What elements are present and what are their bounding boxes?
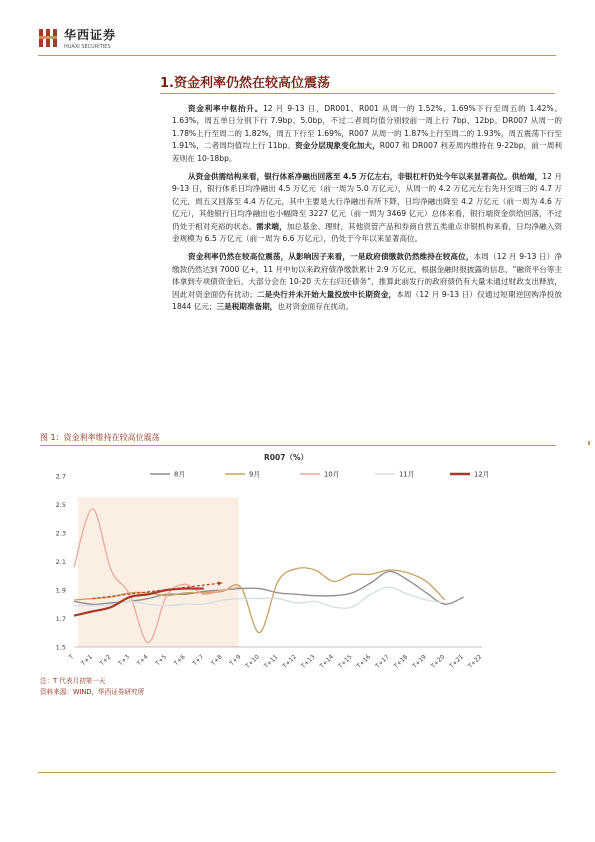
company-logo xyxy=(38,26,116,50)
x-tick-label: T+19 xyxy=(411,653,428,670)
bold-run: 三是税期准备期， xyxy=(216,302,278,312)
y-tick-label: 2.5 xyxy=(55,501,66,509)
x-tick-label: T+12 xyxy=(281,653,298,670)
x-tick-label: T+3 xyxy=(117,653,132,668)
x-tick-label: T xyxy=(67,653,76,662)
x-tick-label: T+18 xyxy=(392,653,410,670)
x-tick-label: T+22 xyxy=(466,653,484,670)
footer-divider xyxy=(38,772,556,773)
logo-mark-icon xyxy=(38,27,58,49)
highlight-region xyxy=(78,497,239,647)
bold-run: 从资金供需结构来看，银行体系净融出回落至 4.5 万亿左右，非银杠杆仍处今年以来显著高位。 xyxy=(188,172,512,182)
section-title: 1.资金利率仍然在较高位震荡 xyxy=(160,76,330,91)
section-title-underline xyxy=(160,93,555,94)
legend-label: 8月 xyxy=(174,470,186,479)
paragraph xyxy=(172,251,562,313)
x-tick-label: T+21 xyxy=(448,653,465,670)
x-tick-label: T+2 xyxy=(98,653,113,668)
r007-line-chart xyxy=(40,450,556,672)
legend-label: 9月 xyxy=(249,470,261,479)
bold-run: 资金分层现象变化加大， xyxy=(295,141,380,151)
x-tick-label: T+16 xyxy=(355,653,373,670)
paragraph xyxy=(172,171,562,245)
x-tick-label: T+8 xyxy=(209,653,224,668)
x-tick-label: T+11 xyxy=(262,653,280,670)
x-tick-label: T+13 xyxy=(300,653,317,670)
x-tick-label: T+9 xyxy=(228,653,243,668)
y-tick-label: 2.7 xyxy=(55,472,66,481)
bold-run: 二是央行并未开始大量投放中长期资金， xyxy=(256,289,397,299)
header-divider xyxy=(38,55,556,56)
bold-run: 供给端， xyxy=(511,172,543,182)
logo-name-cn: 华西证券 xyxy=(64,28,117,42)
legend-label: 12月 xyxy=(474,470,490,479)
y-tick-label: 1.9 xyxy=(55,586,66,595)
bold-run: 资金利率中枢抬升。 xyxy=(188,104,263,113)
y-tick-label: 1.7 xyxy=(55,615,66,623)
text-run: 本周（12 月 9-13 日）仅通过短期逆回购净投放 1844 亿元； xyxy=(172,289,563,312)
figure-title-rule xyxy=(40,445,556,446)
chart-source: 资料来源：WIND，华西证券研究所 xyxy=(40,688,145,696)
logo-name-en: HUAXI SECURITIES xyxy=(64,44,111,50)
figure-corner-mark xyxy=(588,441,590,445)
x-tick-label: T+1 xyxy=(80,653,94,668)
x-tick-label: T+15 xyxy=(337,653,354,670)
x-tick-label: T+10 xyxy=(244,653,261,670)
y-tick-label: 1.5 xyxy=(55,643,66,652)
x-tick-label: T+5 xyxy=(154,653,169,668)
y-tick-label: 2.1 xyxy=(55,558,66,566)
text-run: 12 月 9-13 日，DR001、R001 从周一的 1.52%、1.69%下行至周五的 1.42%、1.63%，周五单日分别下行 7.9bp、5.0bp，不过二者周均值分别较前一周上行 7bp、12bp。DR007 从周一的 1.78%上行至周二的 1.82%，周五下行至 1.69%，R007 从周一的 1.87%上行至周二的 1.93%，周五震荡下行至 1.91%，二者周均值均上行 11bp。 xyxy=(172,104,562,151)
x-tick-label: T+7 xyxy=(191,653,206,668)
x-tick-label: T+4 xyxy=(135,653,150,668)
text-run: 也对资金面存在扰动。 xyxy=(277,302,354,312)
x-tick-label: T+17 xyxy=(374,653,391,670)
chart-title: R007（%） xyxy=(264,453,308,462)
text-run: 加总基金、理财、其他资管产品和券商自营五类重点非银机构来看，日均净融入资金规模为 6.5 万亿元（前一周为 6.6 万亿元），仍处于今年以来显著高位。 xyxy=(172,221,563,244)
text-run: 12 月 9-13 日，银行体系日均净融出 4.5 万亿元（前一周为 5.0 万亿元），从周一的 4.2 万亿元左右先升至周三的 4.7 万亿元，周五又回落至 4.4 万亿元，其中主要是大行净融出有所下降，日均净融出降至 4.2 万亿元（前一周为 4.6 万亿元），其他银行日均净融出也小幅降至 3227 亿元（前一周为 3469 亿元）总体来看，银行端资金供给回落，不过仍处于相对充裕的状态。 xyxy=(172,172,562,231)
chart-note: 注：T 代表月初第一天 xyxy=(40,677,106,685)
figure-title: 图 1：资金利率维持在较高位震荡 xyxy=(40,433,160,442)
x-tick-label: T+20 xyxy=(429,653,447,670)
legend-label: 10月 xyxy=(324,470,340,479)
y-tick-label: 2.3 xyxy=(55,529,66,538)
x-tick-label: T+14 xyxy=(318,653,336,670)
paragraph xyxy=(172,103,562,165)
bold-run: 资金利率仍然在较高位震荡，从影响因子来看，一是政府债缴款仍然维持在较高位， xyxy=(188,252,474,262)
x-tick-label: T+6 xyxy=(172,653,187,668)
body-text xyxy=(172,103,562,320)
bold-run: 需求端， xyxy=(256,221,287,231)
legend-label: 11月 xyxy=(399,470,415,479)
text-run: R007 和 DR007 利差周内维持在 9-22bp，前一周利差则在 10-18bp。 xyxy=(172,141,563,163)
text-run: 本周（12 月 9-13 日）净缴款仍然达到 7000 亿+，11 月中旬以来政府债净缴款累计 2.9 万亿元，根据金融时报披露的信息，“融资平台等主体拿到专项债资金后，大部分会在 10-20 天左右归还债务”，推算此前发行的政府债仍有大量未通过财政支出释放，因此对资金面仍有扰动； xyxy=(172,252,562,299)
